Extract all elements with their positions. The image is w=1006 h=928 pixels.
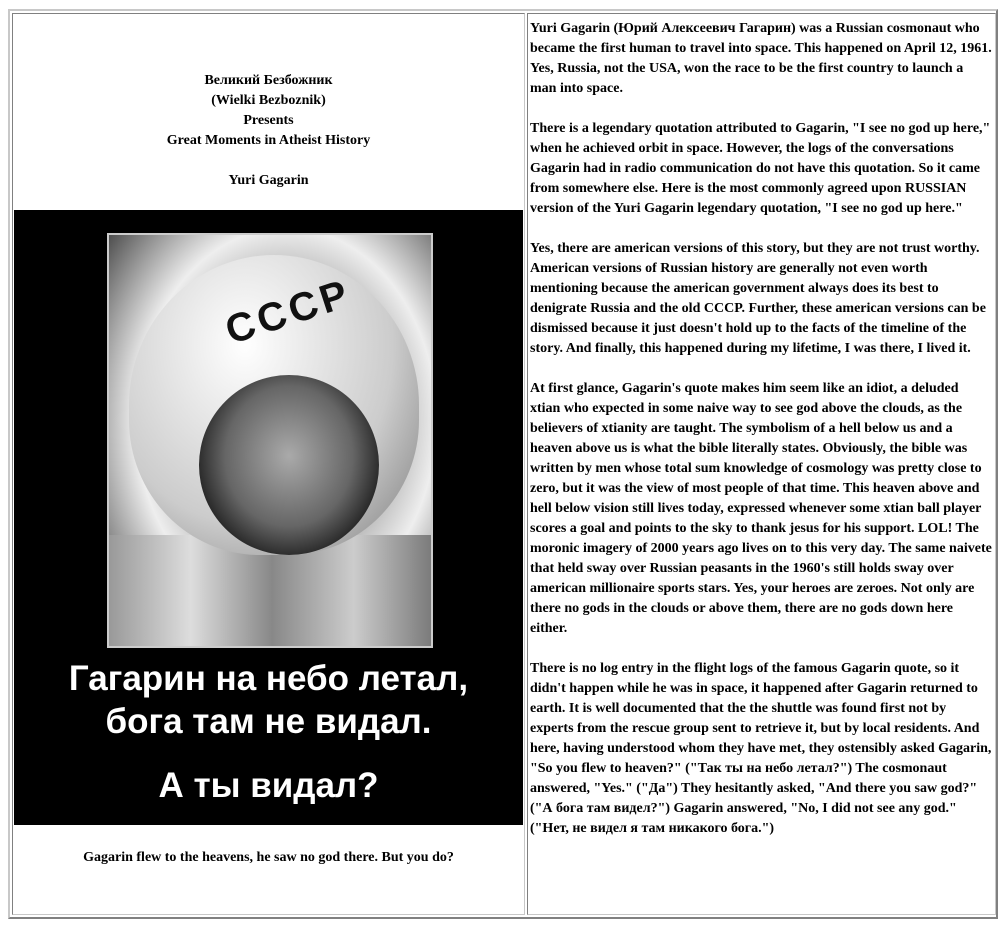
helmet-text: CCCP (220, 271, 357, 353)
poster-caption: Gagarin flew to the heavens, he saw no god there. But you do? (83, 850, 454, 865)
paragraph: There is a legendary quotation attributed to Gagarin, "I see no god up here," when he achieved orbit in space. However, the logs of the conversations Gagarin had in radio communication do not have this quotation. So it came from somewhere else. Here is the most commonly agreed upon RUSSIAN version of the Yuri Gagarin legendary quotation, "I see no god up here." (530, 121, 991, 216)
left-cell (12, 13, 525, 915)
paragraph: Yes, there are american versions of this story, but they are not trust worthy. American versions of Russian history are generally not even worth mentioning because the american government always does its best to denigrate Russia and the old CCCP. Further, these american versions can be dismissed because it just doesn't hold up to the facts of the timeline of the story. And finally, this happened during my lifetime, I was there, I lived it. (530, 241, 986, 356)
gagarin-poster (14, 210, 523, 825)
header-spacer (13, 151, 524, 171)
layout-table (8, 9, 998, 919)
header-subject: Yuri Gagarin (228, 173, 309, 188)
poster-line-2: бога там не видал. (105, 702, 432, 741)
header-line: Presents (243, 113, 294, 128)
article-text (530, 19, 992, 859)
poster-line-3: А ты видал? (158, 766, 379, 805)
helmet (129, 255, 419, 555)
poster-line-1: Гагарин на небо летал, (68, 659, 469, 698)
header-line: Великий Безбожник (204, 73, 333, 88)
right-cell (527, 13, 996, 915)
paragraph: At first glance, Gagarin's quote makes him seem like an idiot, a deluded xtian who expected in some naive way to see god above the clouds, as the believers of xtianity are taught. The symbolism of a hell below us and a heaven above us is what the bible literally states. Obviously, the bible was written by men whose total sum knowledge of cosmology was pretty close to zero, but it was the view of most people of that time. This heaven above and hell below vision still lives today, expressed whenever some xtian ball player scores a goal and points to the sky to thank jesus for his support. LOL! The moronic imagery of 2000 years ago lives on to this very day. The same naivete that held sway over Russian peasants in the 1960's still holds sway over american millionaire sports stars. Yes, your heroes are zeroes. Not only are there no gods in the clouds or above them, there are no gods down here either. (530, 381, 992, 636)
paragraph: Yuri Gagarin (Юрий Алексеевич Гагарин) was a Russian cosmonaut who became the first human to travel into space. This happened on April 12, 1961. Yes, Russia, not the USA, won the race to be the first country to launch a man into space. (530, 21, 992, 96)
header-line: (Wielki Bezboznik) (211, 93, 326, 108)
header-line: Great Moments in Atheist History (166, 133, 371, 148)
page-header (13, 71, 524, 191)
gagarin-photo (107, 233, 433, 648)
visor-face (199, 375, 379, 555)
paragraph: There is no log entry in the flight logs of the famous Gagarin quote, so it didn't happen while he was in space, it happened after Gagarin returned to earth. It is well documented that the the shuttle was found first not by experts from the rescue group sent to retrieve it, but by local residents. And here, having understood whom they have met, they ostensibly asked Gagarin, "So you flew to heaven?" ("Так ты на небо летал?") The cosmonaut answered, "Yes." ("Да") They hesitantly asked, "And there you saw god?" ("А бога там видел?") Gagarin answered, "No, I did not see any god." ("Нет, не видел я там никакого бога.") (530, 661, 992, 836)
